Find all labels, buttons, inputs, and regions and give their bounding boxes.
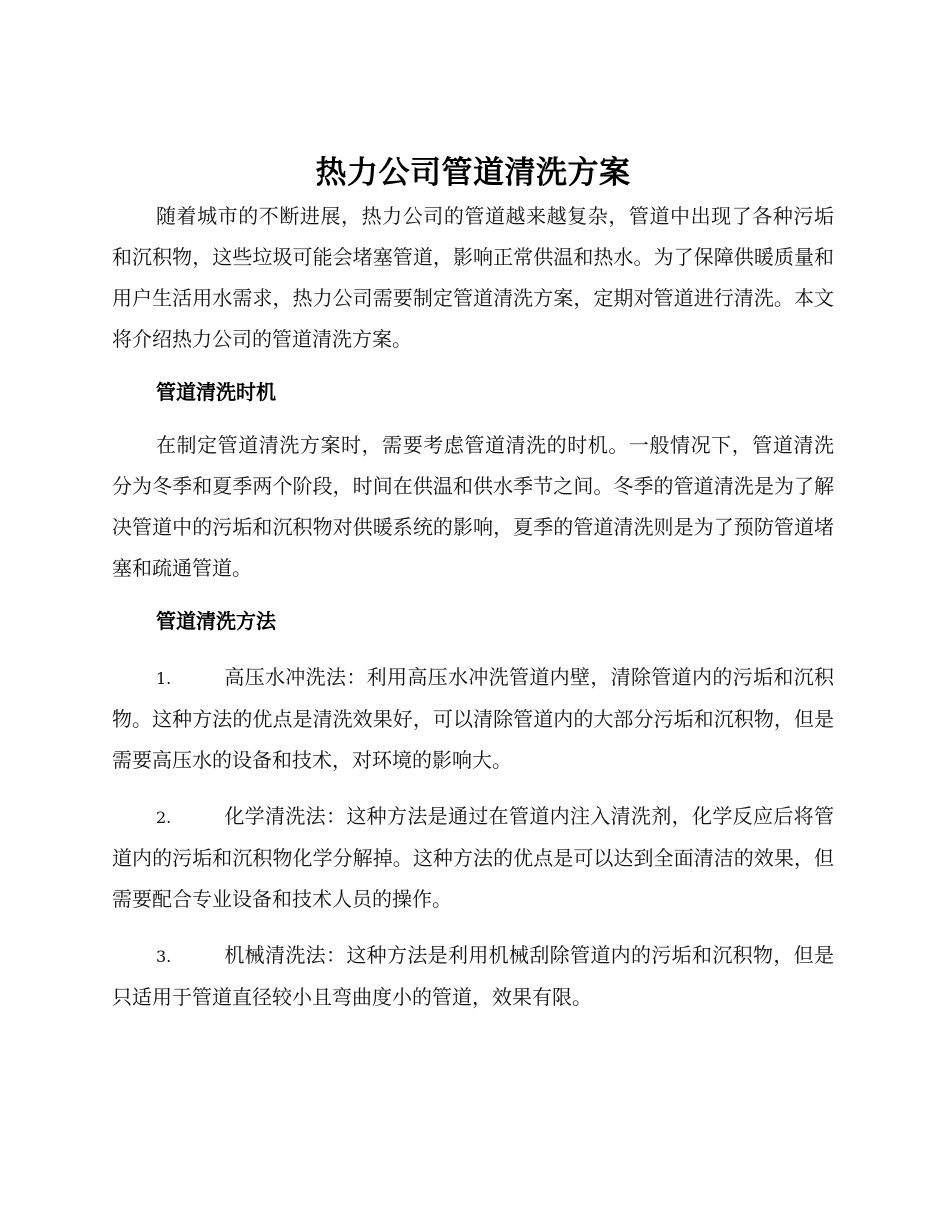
method-text: 高压水冲洗法：利用高压水冲洗管道内壁，清除管道内的污垢和沉积物。这种方法的优点是清洗效果好，可以清除管道内的大部分污垢和沉积物，但是需要高压水的设备和技术，对环境的影响大。 — [112, 665, 834, 772]
section-heading-timing: 管道清洗时机 — [156, 380, 276, 404]
method-item-1 — [112, 657, 834, 781]
list-number: 2. — [156, 808, 172, 827]
document-page — [112, 150, 834, 1018]
intro-paragraph: 随着城市的不断进展，热力公司的管道越来越复杂，管道中出现了各种污垢和沉积物，这些垃圾可能会堵塞管道，影响正常供温和热水。为了保障供暖质量和用户生活用水需求，热力公司需要制定管道清洗方案，定期对管道进行清洗。本文将介绍热力公司的管道清洗方案。 — [112, 204, 834, 351]
method-item-3 — [112, 935, 834, 1018]
list-number: 3. — [156, 947, 172, 966]
method-item-2 — [112, 796, 834, 920]
method-text: 化学清洗法：这种方法是通过在管道内注入清洗剂，化学反应后将管道内的污垢和沉积物化学分解掉。这种方法的优点是可以达到全面清洁的效果，但需要配合专业设备和技术人员的操作。 — [112, 804, 834, 911]
list-number: 1. — [156, 669, 172, 688]
method-text: 机械清洗法：这种方法是利用机械刮除管道内的污垢和沉积物，但是只适用于管道直径较小且弯曲度小的管道，效果有限。 — [112, 943, 834, 1009]
document-title: 热力公司管道清洗方案 — [315, 155, 631, 191]
section-heading-methods: 管道清洗方法 — [156, 609, 276, 633]
timing-paragraph: 在制定管道清洗方案时，需要考虑管道清洗的时机。一般情况下，管道清洗分为冬季和夏季两个阶段，时间在供温和供水季节之间。冬季的管道清洗是为了解决管道中的污垢和沉积物对供暖系统的影响，夏季的管道清洗则是为了预防管道堵塞和疏通管道。 — [112, 433, 834, 580]
